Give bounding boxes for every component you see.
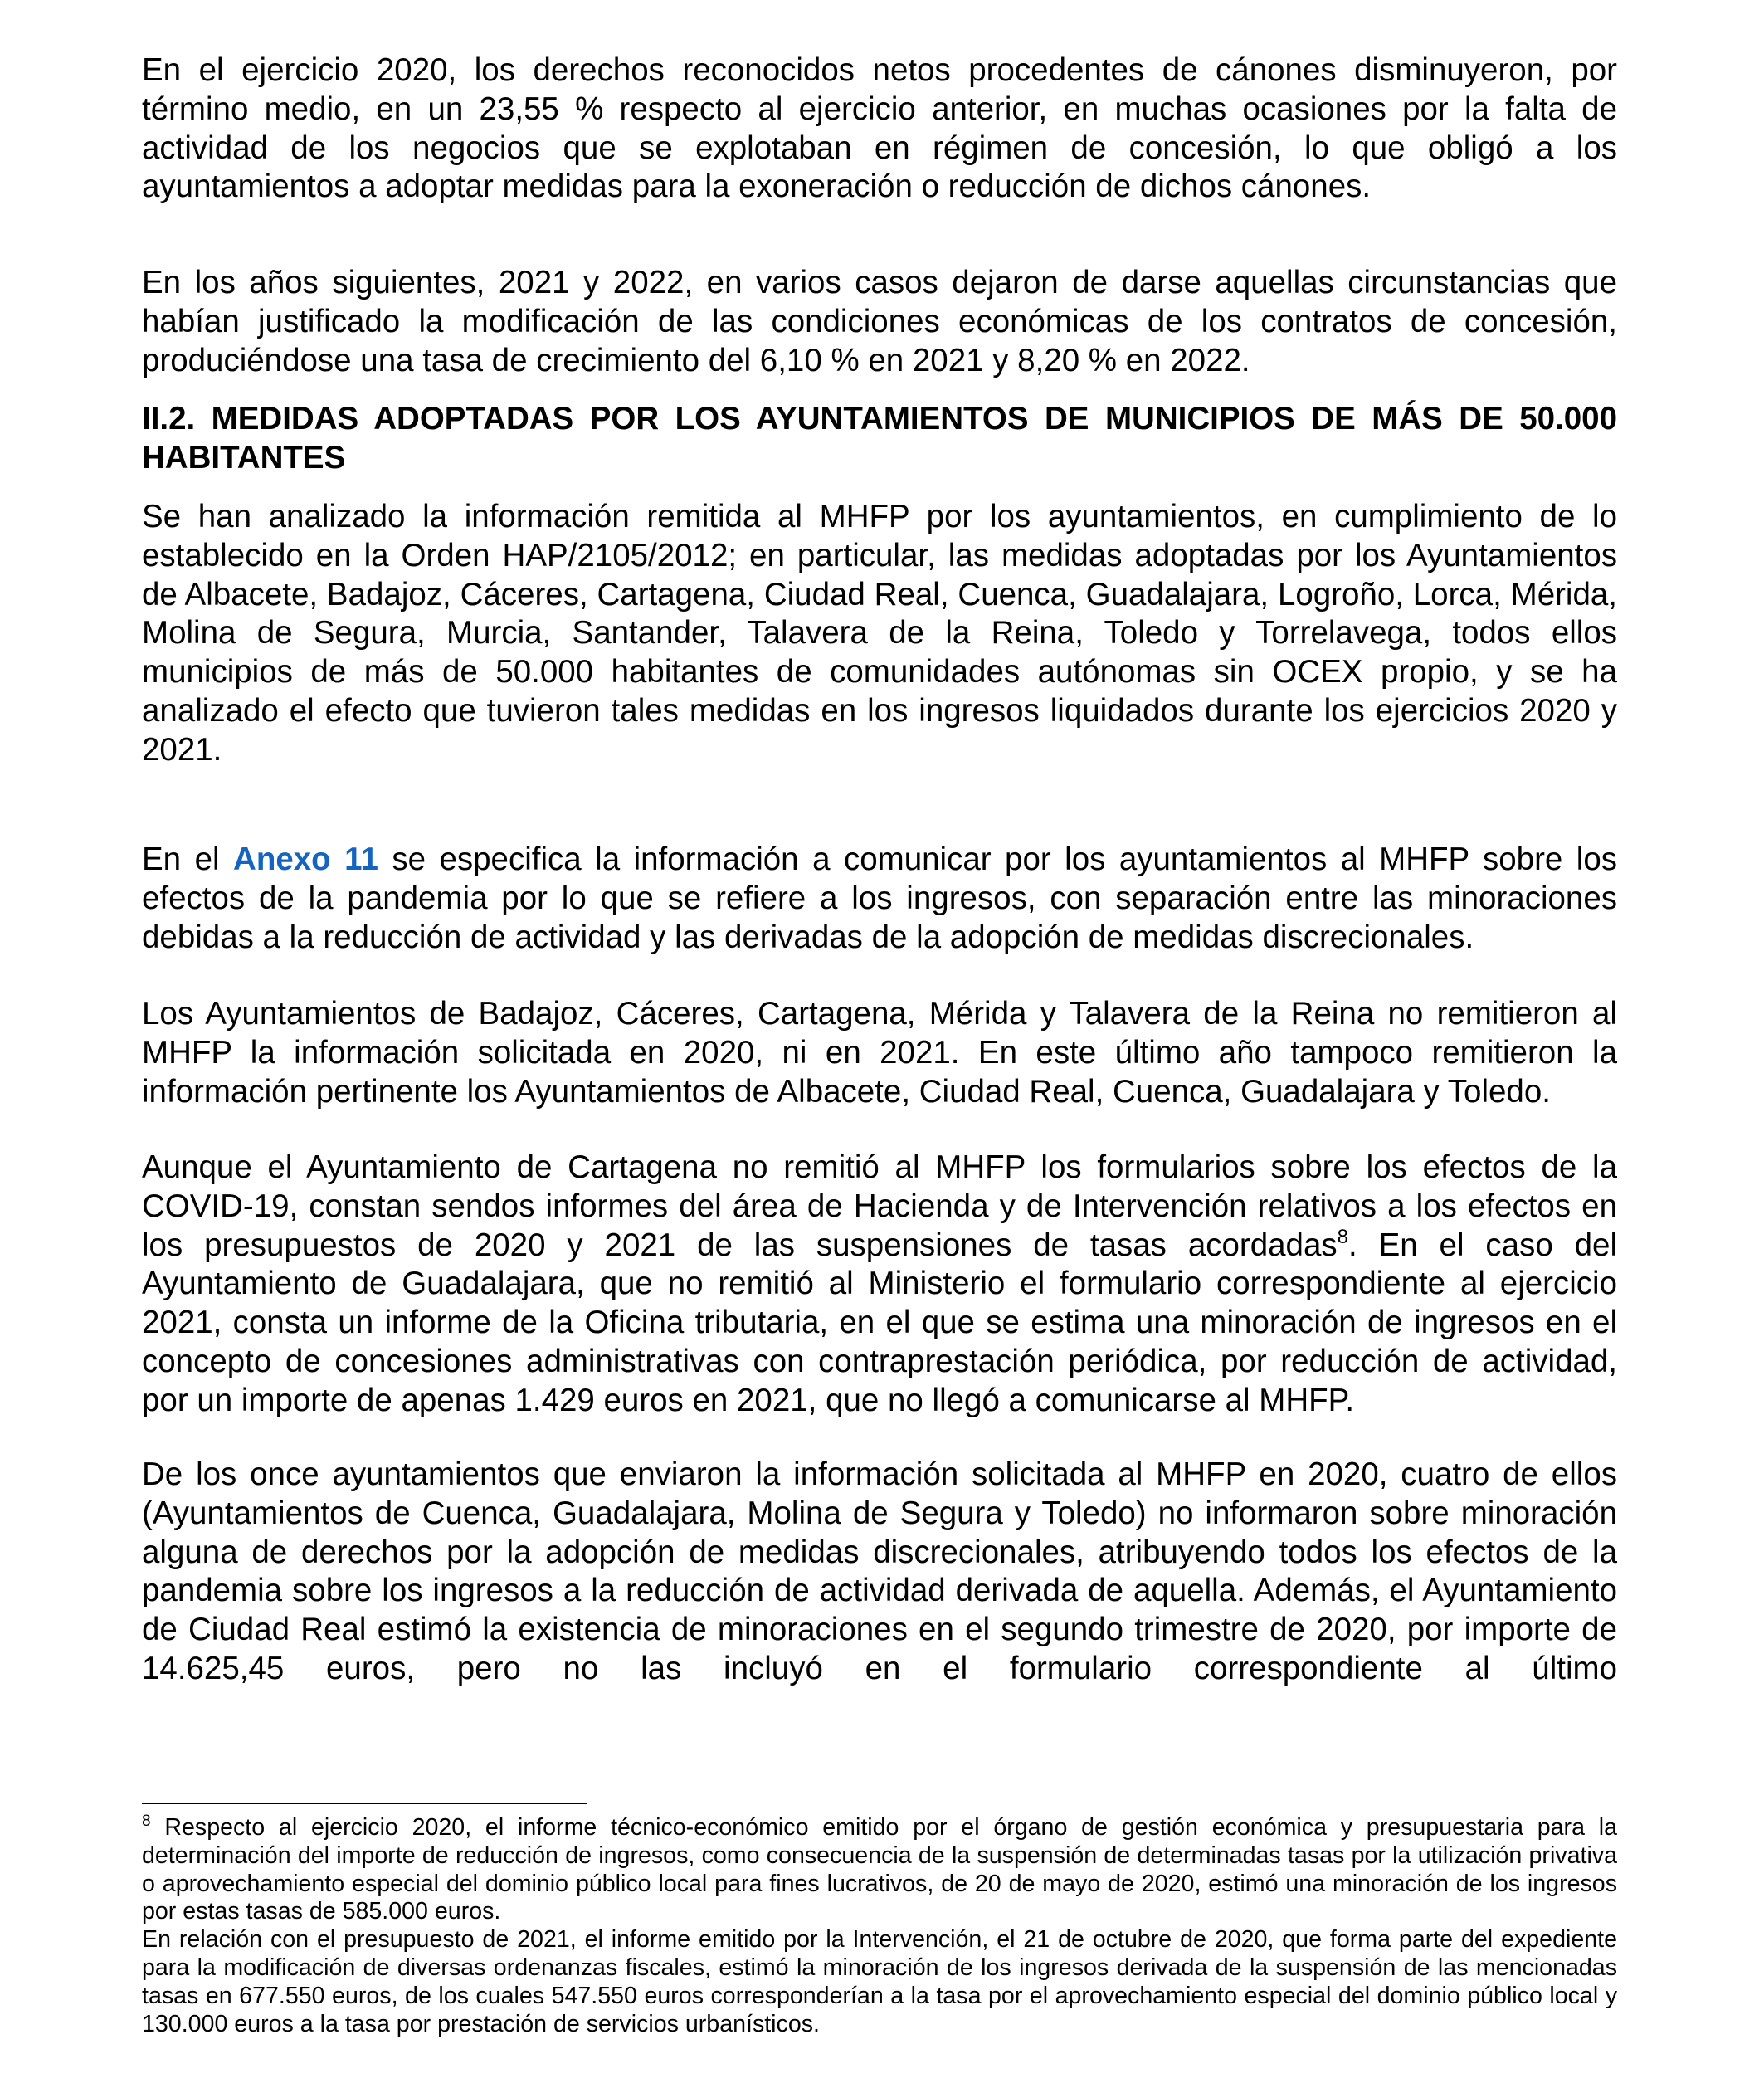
footnote-8	[142, 1814, 1617, 1926]
paragraph-cartagena-text: Aunque el Ayuntamiento de Cartagena no remitió al MHFP los formularios sobre los efectos de la COVID-19, constan sendos informes del área de Hacienda y de Intervención relativos a los efectos en los presupuestos de 2020 y 2021 de las suspensiones de tasas acordadas	[142, 1149, 1617, 1263]
paragraph-informacion-remitida: Se han analizado la información remitida al MHFP por los ayuntamientos, en cumplimiento de lo establecido en la Orden HAP/2105/2012; en particular, las medidas adoptadas por los Ayuntamientos de Albacete, Badajoz, Cáceres, Cartagena, Ciudad Real, Cuenca, Guadalajara, Logroño, Lorca, Mérida, Molina de Segura, Murcia, Santander, Talavera de la Reina, Toledo y Torrelavega, todos ellos municipios de más de 50.000 habitantes de comunidades autónomas sin OCEX propio, y se ha analizado el efecto que tuvieron tales medidas en los ingresos liquidados durante los ejercicios 2020 y 2021.	[142, 499, 1617, 768]
section-heading-ii2: II.2. MEDIDAS ADOPTADAS POR LOS AYUNTAMIENTOS DE MUNICIPIOS DE MÁS DE 50.000 HABITANTES	[142, 401, 1617, 476]
paragraph-anexo-text-before: En el	[142, 842, 234, 877]
footnote-8-continuation: En relación con el presupuesto de 2021, el informe emitido por la Intervención, el 21 de octubre de 2020, que forma parte del expediente para la modificación de diversas ordenanzas fiscales, estimó la minoración de los ingresos derivada de la suspensión de las mencionadas tasas en 677.550 euros, de los cuales 547.550 euros corresponderían a la tasa por el aprovechamiento especial del dominio público local y 130.000 euros a la tasa por prestación de servicios urbanísticos.	[142, 1926, 1617, 2037]
paragraph-cartagena-guadalajara	[142, 1149, 1617, 1421]
paragraph-once-ayuntamientos: De los once ayuntamientos que enviaron la información solicitada al MHFP en 2020, cuatro de ellos (Ayuntamientos de Cuenca, Guadalajara, Molina de Segura y Toledo) no informaron sobre minoración alguna de derechos por la adopción de medidas discrecionales, atribuyendo todos los efectos de la pandemia sobre los ingresos a la reducción de actividad derivada de aquella. Además, el Ayuntamiento de Ciudad Real estimó la existencia de minoraciones en el segundo trimestre de 2020, por importe de 14.625,45 euros, pero no las incluyó en el formulario correspondiente al último	[142, 1456, 1617, 1686]
paragraph-canones-2020: En el ejercicio 2020, los derechos reconocidos netos procedentes de cánones disminuyeron, por término medio, en un 23,55 % respecto al ejercicio anterior, en muchas ocasiones por la falta de actividad de los negocios que se explotaban en régimen de concesión, lo que obligó a los ayuntamientos a adoptar medidas para la exoneración o reducción de dichos cánones.	[142, 52, 1617, 205]
anexo-11-link[interactable]: Anexo 11	[233, 842, 378, 877]
footnote-separator	[142, 1803, 587, 1804]
paragraph-anexo-11	[142, 841, 1617, 957]
footnote-number: 8	[142, 1812, 151, 1830]
paragraph-anos-siguientes: En los años siguientes, 2021 y 2022, en varios casos dejaron de darse aquellas circunstancias que habían justificado la modificación de las condiciones económicas de los contratos de concesión, produciéndose una tasa de crecimiento del 6,10 % en 2021 y 8,20 % en 2022.	[142, 265, 1617, 378]
paragraph-anexo-text-after: se especifica la información a comunicar por los ayuntamientos al MHFP sobre los efectos de la pandemia por lo que se refiere a los ingresos, con separación entre las minoraciones debidas a la reducción de actividad y las derivadas de la adopción de medidas discrecionales.	[142, 842, 1618, 955]
paragraph-no-remitieron: Los Ayuntamientos de Badajoz, Cáceres, Cartagena, Mérida y Talavera de la Reina no remitieron al MHFP la información solicitada en 2020, ni en 2021. En este último año tampoco remitieron la información pertinente los Ayuntamientos de Albacete, Ciudad Real, Cuenca, Guadalajara y Toledo.	[142, 996, 1617, 1110]
paragraph-guadalajara-text: . En el caso del Ayuntamiento de Guadalajara, que no remitió al Ministerio el formulario correspondiente al ejercicio 2021, consta un informe de la Oficina tributaria, en el que se estima una minoración de ingresos en el concepto de concesiones administrativas con contraprestación periódica, por reducción de actividad, por un importe de apenas 1.429 euros en 2021, que no llegó a comunicarse al MHFP.	[142, 1227, 1617, 1418]
footnotes-section	[142, 1814, 1617, 2038]
footnote-reference-8[interactable]: 8	[1337, 1225, 1348, 1248]
footnote-8-text-1: Respecto al ejercicio 2020, el informe técnico-económico emitido por el órgano de gestión económica y presupuestaria para la determinación del importe de reducción de ingresos, como consecuencia de la suspensión de determinadas tasas por la utilización privativa o aprovechamiento especial del dominio público local para fines lucrativos, de 20 de mayo de 2020, estimó una minoración de los ingresos por estas tasas de 585.000 euros.	[142, 1814, 1617, 1925]
